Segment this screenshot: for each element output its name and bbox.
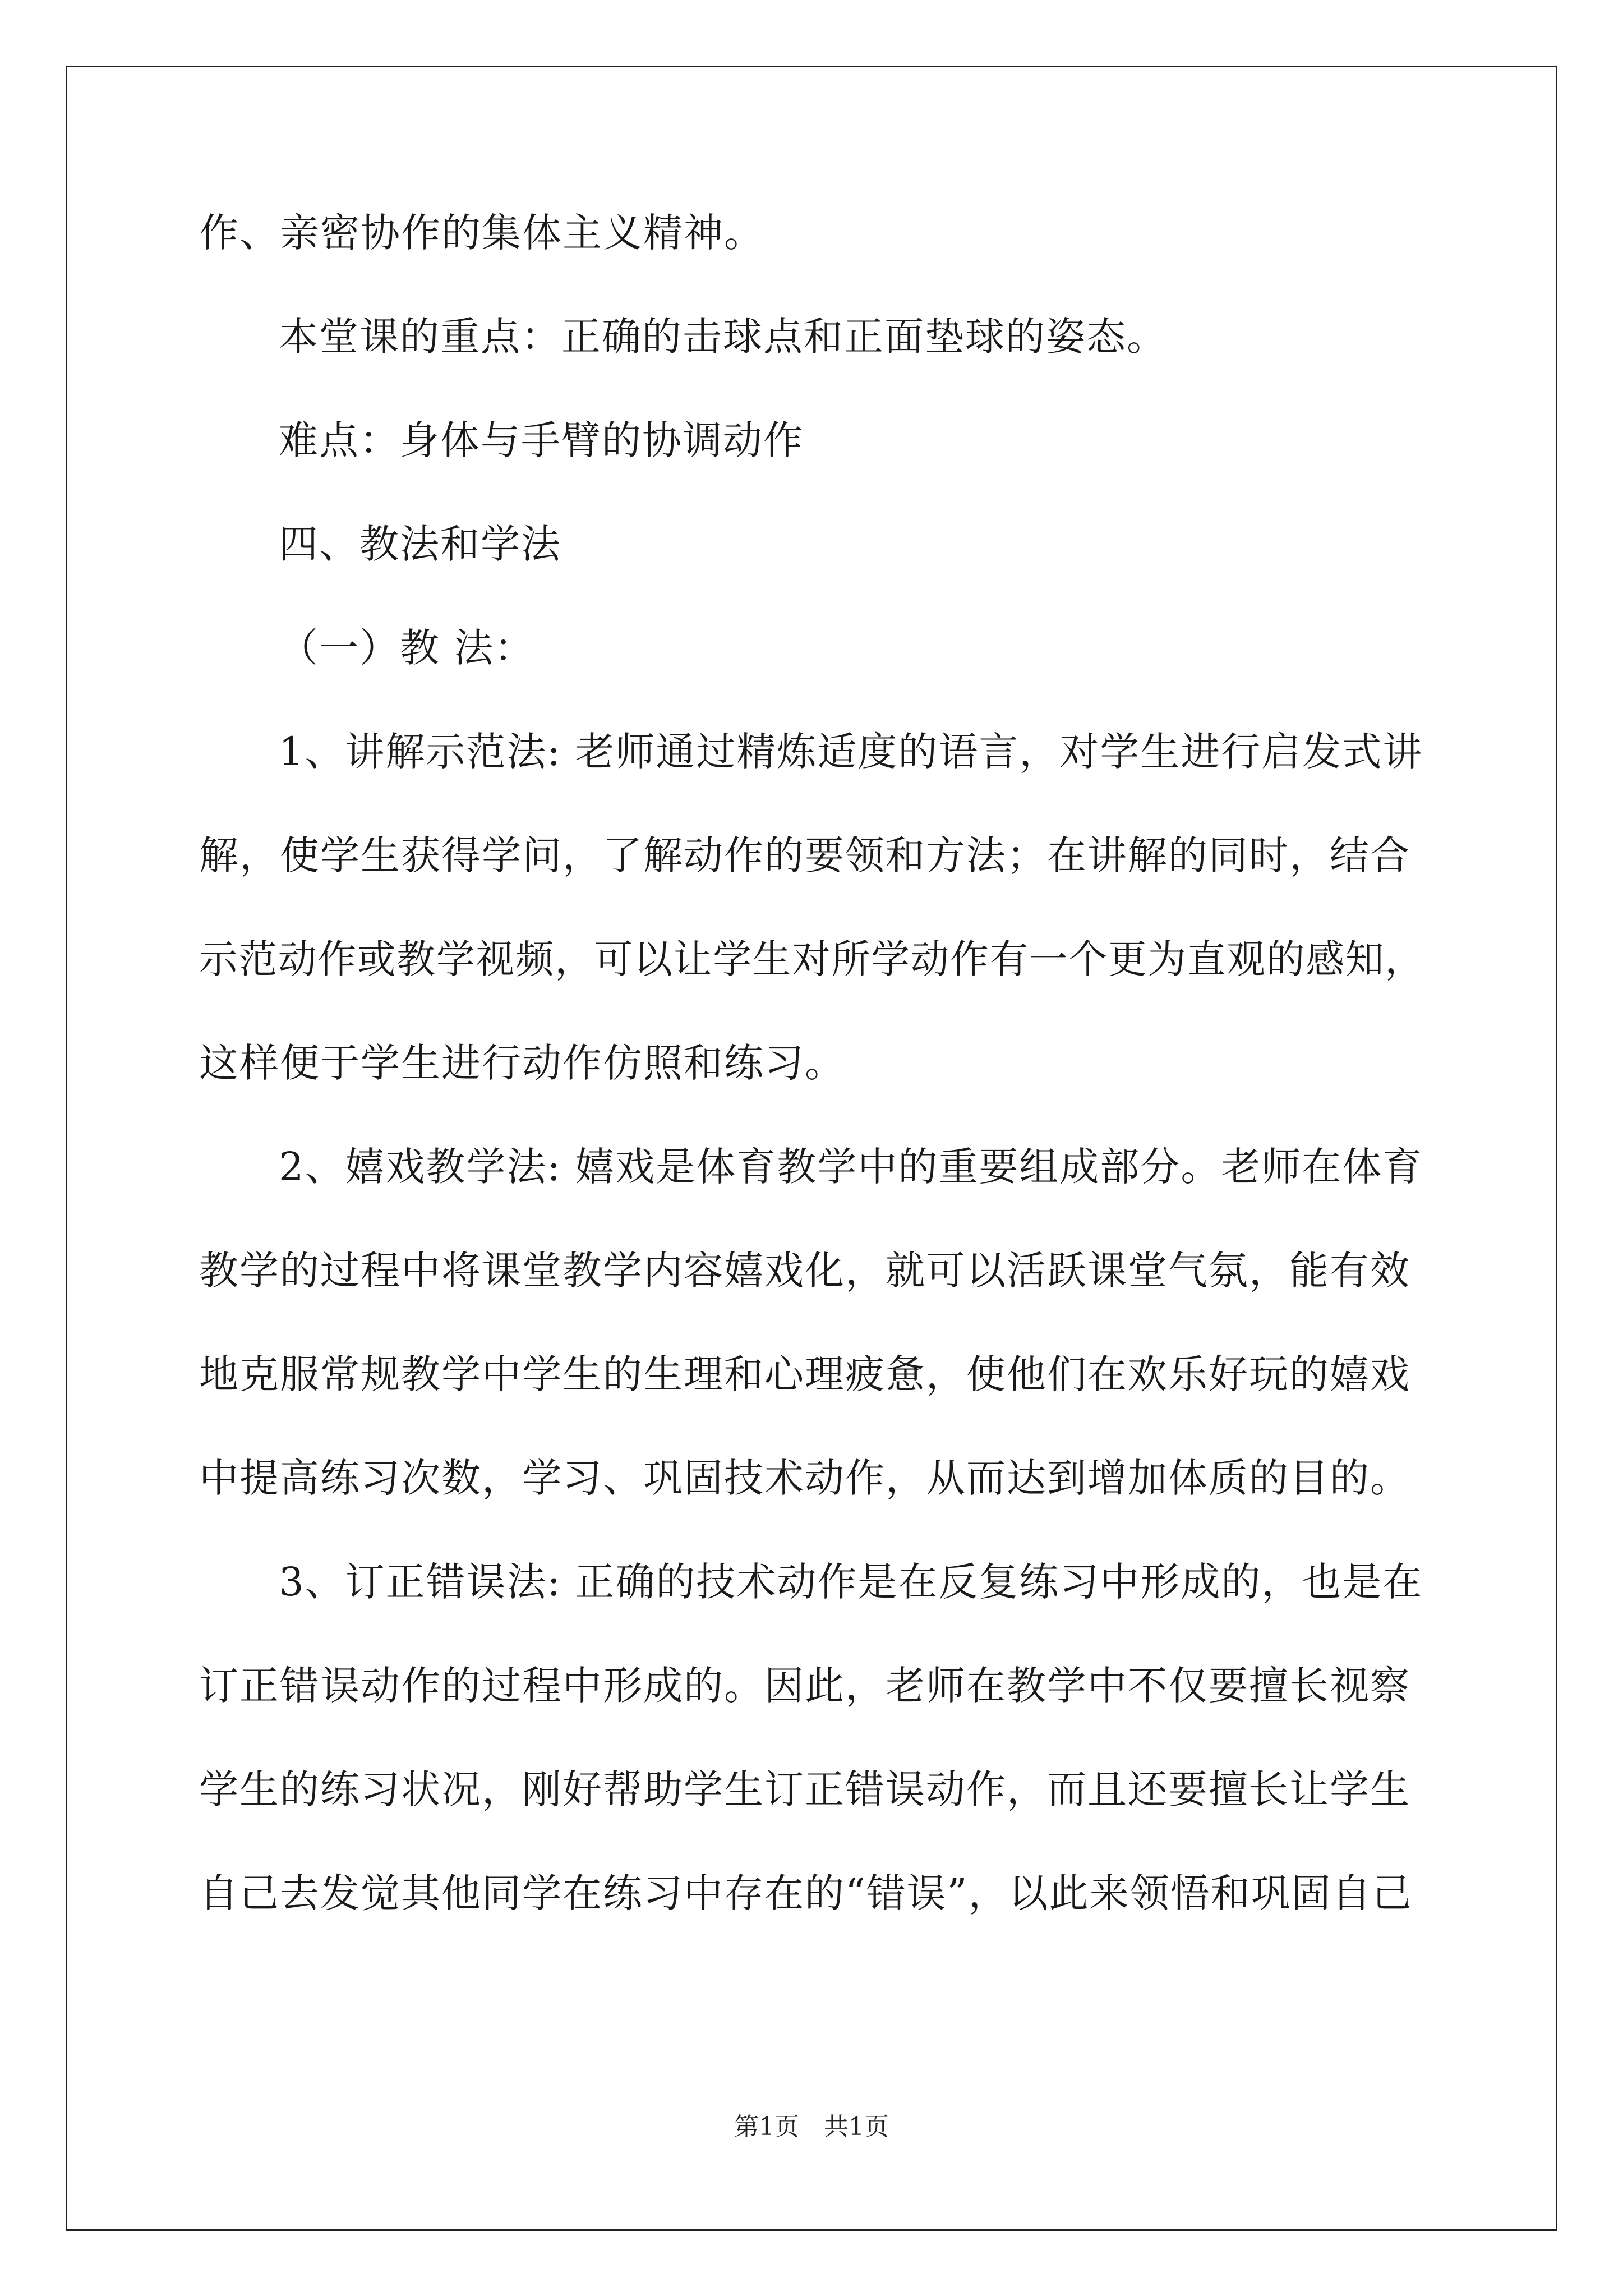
text-line: 地克服常规教学中学生的生理和心理疲惫，使他们在欢乐好玩的嬉戏 xyxy=(199,1351,1410,1397)
text-line: （一）教 法： xyxy=(279,625,535,671)
page-number: 第1页 xyxy=(734,2113,799,2141)
text-line: 1、讲解示范法: 老师通过精炼适度的语言，对学生进行启发式讲 xyxy=(279,729,1423,775)
text-line: 学生的练习状况，刚好帮助学生订正错误动作，而且还要擅长让学生 xyxy=(199,1766,1410,1812)
text-line: 本堂课的重点：正确的击球点和正面垫球的姿态。 xyxy=(279,314,1167,360)
text-line: 中提高练习次数，学习、巩固技术动作，从而达到增加体质的目的。 xyxy=(199,1455,1410,1501)
text-line: 3、订正错误法: 正确的技术动作是在反复练习中形成的，也是在 xyxy=(279,1559,1423,1605)
text-line: 这样便于学生进行动作仿照和练习。 xyxy=(199,1040,845,1086)
text-line: 教学的过程中将课堂教学内容嬉戏化，就可以活跃课堂气氛，能有效 xyxy=(199,1248,1410,1294)
text-line: 四、教法和学法 xyxy=(279,521,561,567)
text-line: 订正错误动作的过程中形成的。因此，老师在教学中不仅要擅长视察 xyxy=(199,1663,1410,1709)
text-line: 解，使学生获得学问，了解动作的要领和方法；在讲解的同时，结合 xyxy=(199,832,1410,878)
text-line: 难点：身体与手臂的协调动作 xyxy=(279,417,804,463)
text-line: 2、嬉戏教学法: 嬉戏是体育教学中的重要组成部分。老师在体育 xyxy=(279,1144,1423,1190)
page-footer xyxy=(0,2115,1623,2139)
text-line: 自己去发觉其他同学在练习中存在的“错误”，以此来领悟和巩固自己 xyxy=(199,1870,1413,1916)
text-line: 示范动作或教学视频，可以让学生对所学动作有一个更为直观的感知， xyxy=(199,936,1424,982)
text-line: 作、亲密协作的集体主义精神。 xyxy=(199,210,764,256)
page-total: 共1页 xyxy=(824,2113,889,2141)
